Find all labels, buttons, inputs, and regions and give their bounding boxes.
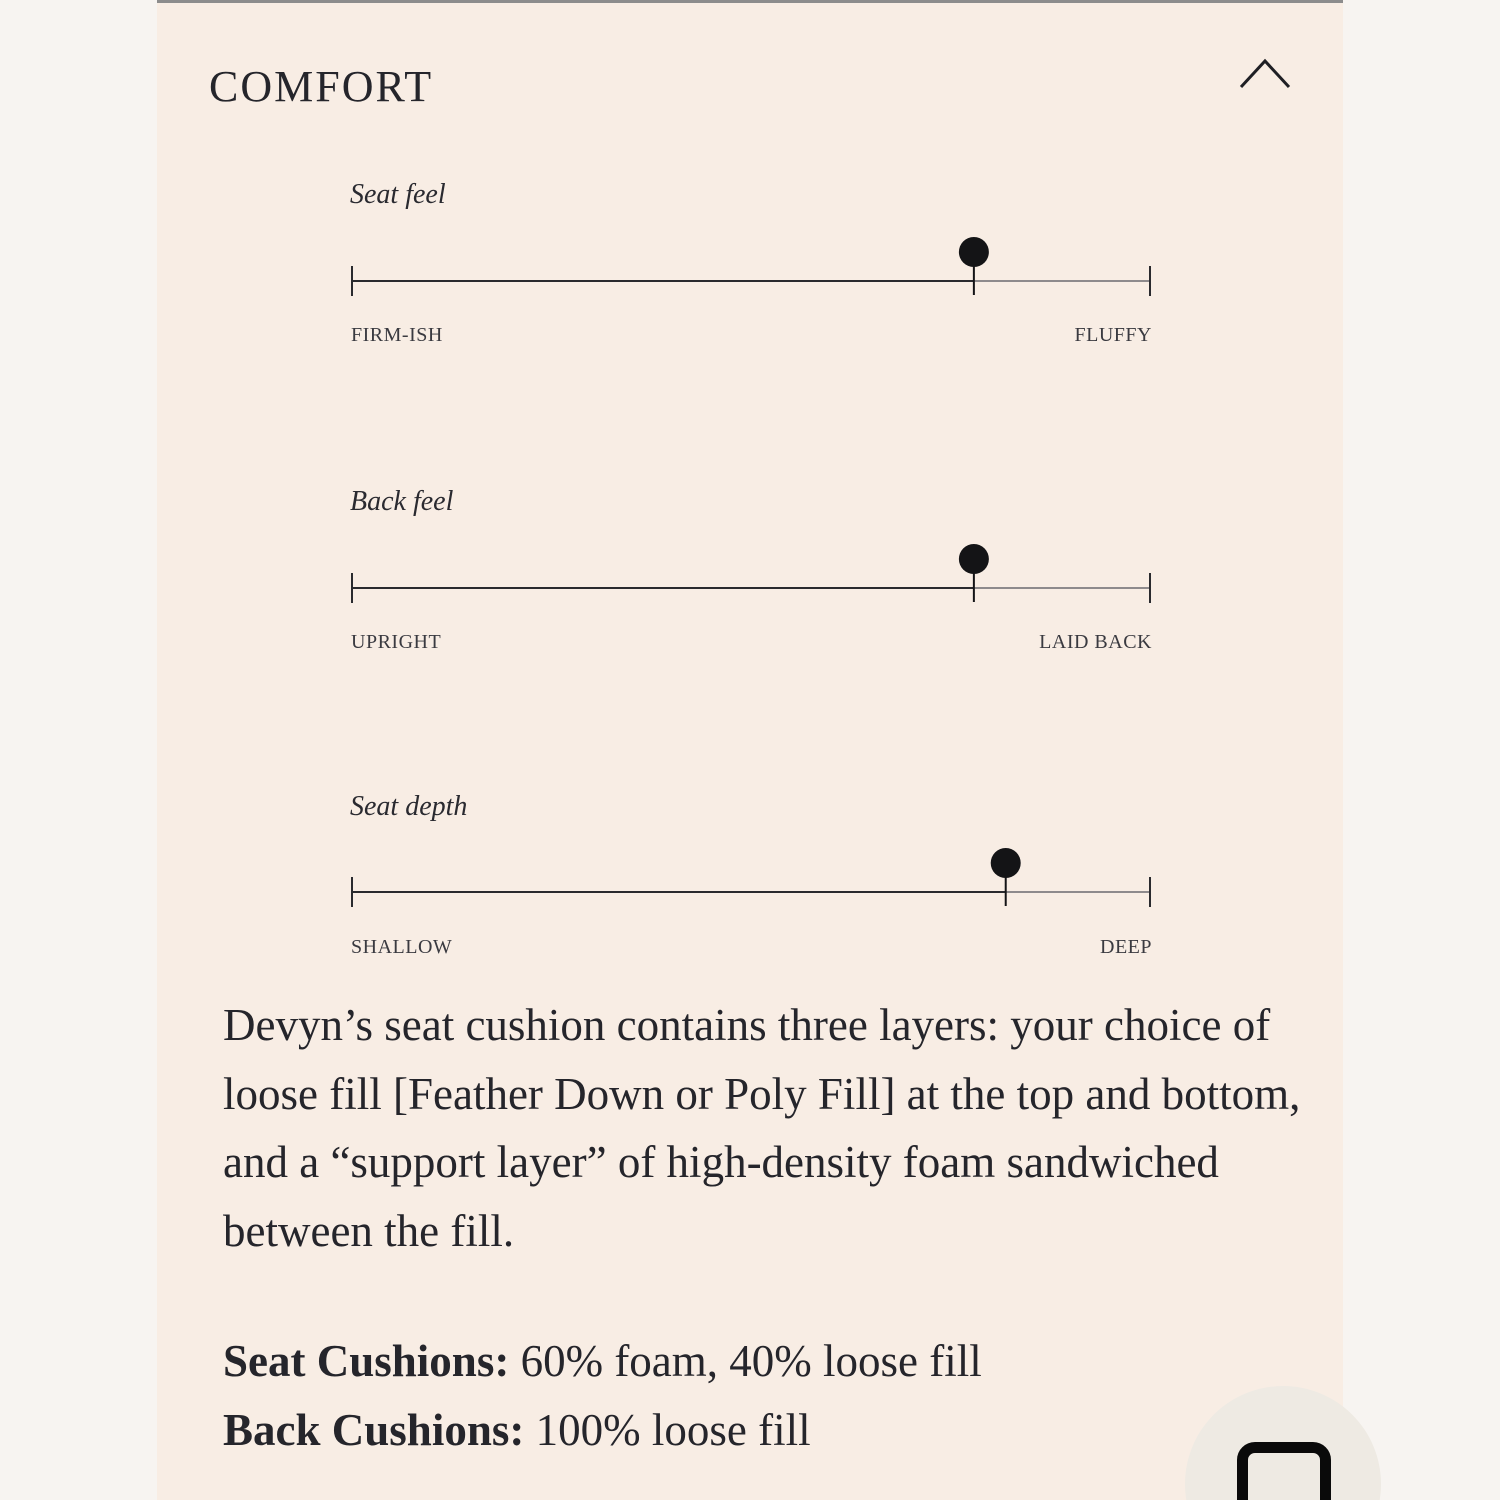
slider-track[interactable]	[351, 850, 1151, 910]
chevron-up-icon	[1235, 51, 1295, 95]
slider-max-label: FLUFFY	[1074, 324, 1152, 346]
slider-max-label: LAID BACK	[1039, 631, 1152, 653]
slider-marker[interactable]	[959, 237, 989, 267]
chat-icon	[1237, 1442, 1331, 1500]
slider-track[interactable]	[351, 239, 1151, 299]
collapse-button[interactable]	[1235, 51, 1295, 95]
slider-min-label: UPRIGHT	[351, 631, 442, 653]
spec-value: 60% foam, 40% loose fill	[509, 1336, 982, 1386]
slider-label: Seat depth	[350, 791, 468, 822]
slider-label: Seat feel	[350, 179, 446, 210]
slider-max-label: DEEP	[1100, 936, 1152, 958]
slider-min-label: SHALLOW	[351, 936, 453, 958]
spec-key: Seat Cushions:	[223, 1336, 510, 1386]
spec-key: Back Cushions:	[223, 1405, 525, 1455]
spec-seat-cushions	[223, 1335, 982, 1387]
comfort-panel	[157, 0, 1343, 1500]
spec-back-cushions	[223, 1404, 811, 1456]
slider-marker[interactable]	[959, 544, 989, 574]
spec-value: 100% loose fill	[524, 1405, 811, 1455]
section-title: COMFORT	[209, 62, 434, 111]
slider-label: Back feel	[350, 486, 454, 517]
comfort-description: Devyn’s seat cushion contains three layers: your choice of loose fill [Feather Down or Poly Fill] at the top and bottom, and a “support layer” of high-density foam sandwiched between the fill.	[223, 1000, 1301, 1256]
slider-marker[interactable]	[991, 848, 1021, 878]
slider-track[interactable]	[351, 546, 1151, 606]
slider-min-label: FIRM-ISH	[351, 324, 443, 346]
